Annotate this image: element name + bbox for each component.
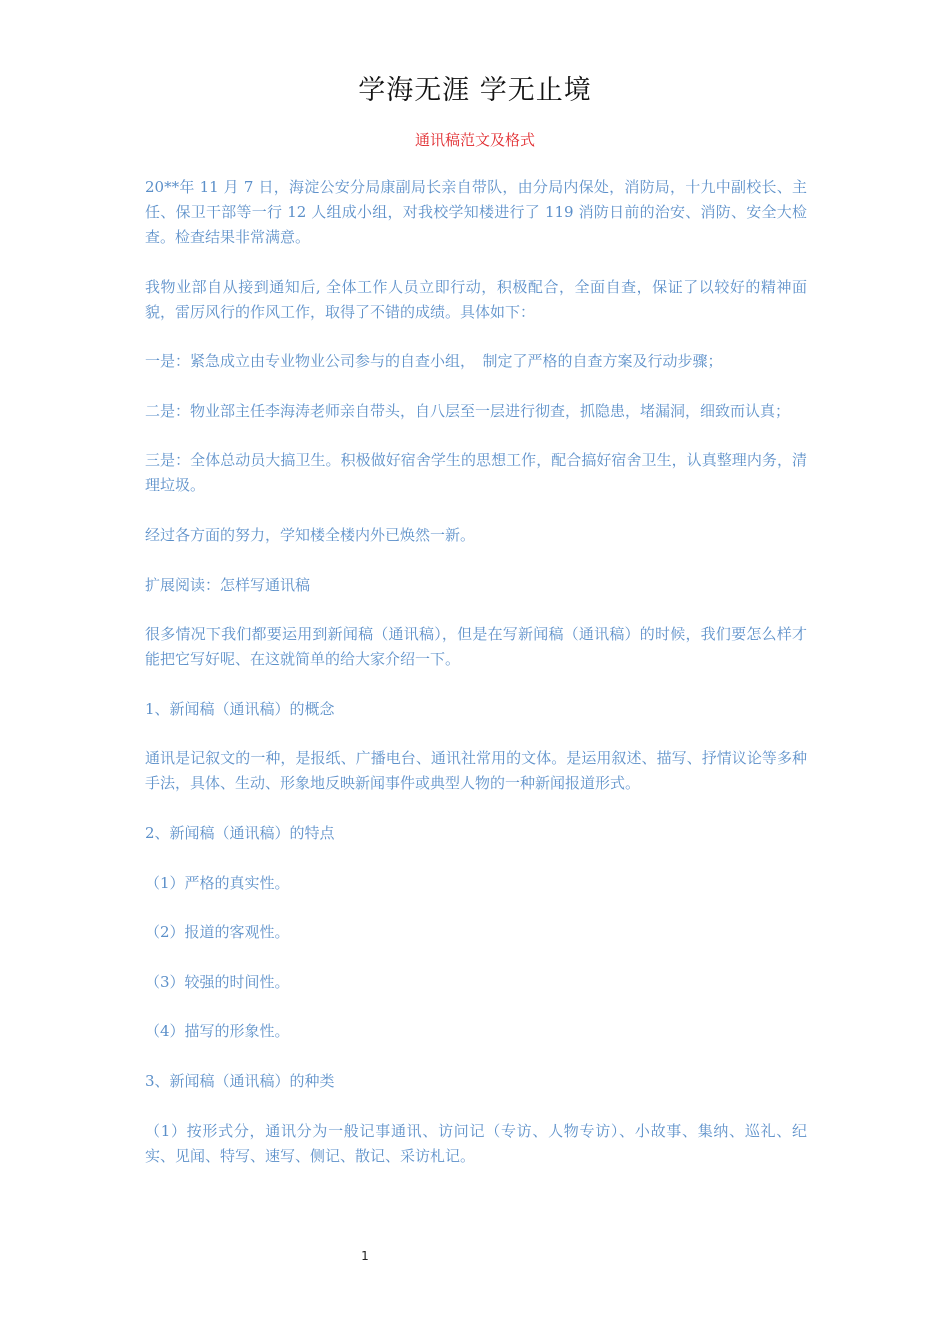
paragraph: 经过各方面的努力，学知楼全楼内外已焕然一新。 (145, 525, 476, 544)
section-heading: 扩展阅读：怎样写通讯稿 (145, 575, 311, 594)
paragraph: 20**年 11 月 7 日，海淀公安分局康副局长亲自带队，由分局内保处，消防局，十九中副校长、主任、保卫干部等一行 12 人组成小组，对我校学知楼进行了 119 消防日前的治安、消防、安全大检查。检查结果非常满意。 (145, 178, 807, 246)
paragraph: 我物业部自从接到通知后, 全体工作人员立即行动，积极配合，全面自查，保证了以较好的精神面貌，雷厉风行的作风工作，取得了不错的成绩。具体如下： (145, 277, 807, 321)
page-header-title: 学海无涯 学无止境 (358, 75, 592, 106)
paragraph: 一是：紧急成立由专业物业公司参与的自查小组， 制定了严格的自查方案及行动步骤； (145, 352, 723, 371)
document-body (145, 175, 807, 1193)
list-item: （3）较强的时间性。 (145, 972, 290, 991)
paragraph: 三是：全体总动员大搞卫生。积极做好宿舍学生的思想工作，配合搞好宿舍卫生，认真整理内务，清理垃圾。 (145, 451, 807, 495)
paragraph: 很多情况下我们都要运用到新闻稿（通讯稿），但是在写新闻稿（通讯稿）的时候，我们要怎么样才能把它写好呢、在这就简单的给大家介绍一下。 (145, 625, 807, 669)
page-number: 1 (361, 1249, 369, 1263)
section-heading: 2、新闻稿（通讯稿）的特点 (145, 823, 335, 842)
paragraph: 通讯是记叙文的一种，是报纸、广播电台、通讯社常用的文体。是运用叙述、描写、抒情议论等多种手法，具体、生动、形象地反映新闻事件或典型人物的一种新闻报道形式。 (145, 749, 807, 793)
document-subtitle: 通讯稿范文及格式 (414, 131, 535, 149)
paragraph: （1）按形式分，通讯分为一般记事通讯、访问记（专访、人物专访）、小故事、集纳、巡礼、纪实、见闻、特写、速写、侧记、散记、采访札记。 (145, 1121, 807, 1165)
paragraph: 二是：物业部主任李海涛老师亲自带头，自八层至一层进行彻查，抓隐患，堵漏洞，细致而认真； (145, 401, 791, 420)
list-item: （2）报道的客观性。 (145, 923, 290, 942)
list-item: （1）严格的真实性。 (145, 873, 290, 892)
section-heading: 1、新闻稿（通讯稿）的概念 (145, 699, 335, 718)
section-heading: 3、新闻稿（通讯稿）的种类 (145, 1071, 335, 1090)
list-item: （4）描写的形象性。 (145, 1022, 290, 1041)
